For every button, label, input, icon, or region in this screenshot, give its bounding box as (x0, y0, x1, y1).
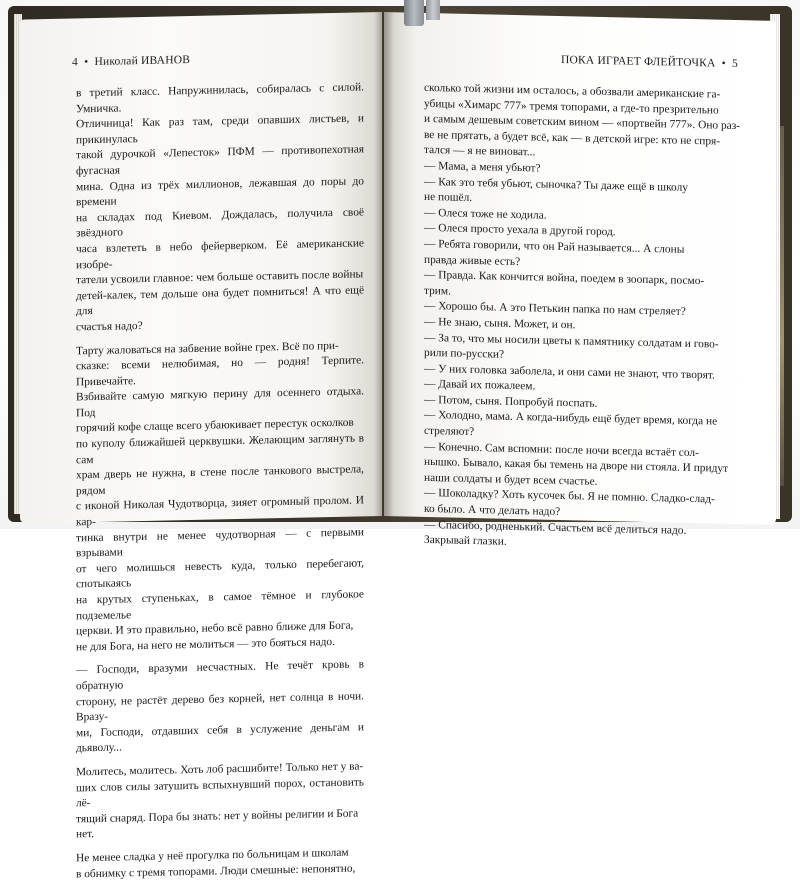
right-running-head (561, 54, 738, 70)
text-line: стреляют? (424, 424, 475, 439)
right-header-title: ПОКА ИГРАЕТ ФЛЕЙТОЧКА (561, 54, 716, 70)
left-running-head (72, 54, 190, 68)
text-line: — Холодно, мама. А когда-нибудь ещё будет время, когда не (424, 409, 718, 429)
left-page-text (76, 80, 364, 882)
text-line: Взбивайте самую мягкую перину для осеннего отдыха. Под (76, 385, 364, 420)
text-line: не для Бога, на него не молиться — это бояться надо. (76, 635, 335, 654)
text-line: правда живые есть? (424, 253, 521, 268)
text-line: — Ребята говорили, что он Рай называется... А слоны (424, 237, 685, 256)
text-line: с иконой Николая Чудотворца, зияет огромный пролом. И кар- (76, 494, 364, 529)
text-line: — Шоколадку? Хоть кусочек бы. Я не помню. Сладко-слад- (424, 487, 715, 506)
text-line: — Давай их пожалеем. (424, 378, 536, 393)
text-line: Отличница! Как раз там, среди опавших листьев, и прикинулась (76, 112, 364, 147)
text-line: от чего молишься невесть куда, только перебегают, спотыкаясь (76, 557, 364, 591)
text-line: в обнимку с тремя топорами. Люди смешные: непонятно, (76, 862, 356, 880)
text-line: — Не знаю, сыня. Может, и он. (424, 315, 576, 332)
text-line: в третий класс. Напружинилась, собиралась с силой. Умничка. (76, 81, 364, 116)
text-line: нет. (76, 828, 95, 841)
text-line: наши солдаты и будет всем счастье. (424, 471, 598, 488)
text-line: — Спасибо, родненький. Счастьем всё делиться надо. (424, 518, 687, 537)
text-line: — Правда. Как кончится война, поедем в зоопарк, посмо- (424, 269, 705, 288)
text-line: ших слов силы затушить вспыхнувший порох, остановить лё- (76, 775, 364, 810)
right-page (384, 12, 776, 549)
text-line: — Хорошо бы. А это Петькин папка по нам стреляет? (424, 300, 686, 319)
text-line: по куполу ближайшей церквушки. Желающим заглянуть в сам (76, 432, 364, 467)
text-line: трим. (424, 284, 451, 298)
left-header-author: Николай ИВАНОВ (94, 54, 191, 69)
text-line: счастья надо? (76, 319, 143, 334)
text-line: ми, Господи, отдавших себя в услужение деньгам и дьяволу... (76, 721, 364, 755)
right-header-separator: • (721, 57, 726, 70)
text-line: ве не прятать, а будет всё, как — в детской игре: кто не спря- (424, 128, 721, 148)
text-line: — Конечно. Сам вспомни: после ночи всегда встаёт сол- (424, 440, 699, 459)
text-line: храм дверь не нужна, в стене после танкового выстрела, рядом (76, 463, 364, 498)
text-line: — За то, что мы носили цветы к памятнику солдатам и гово- (424, 331, 719, 351)
bookmark-ribbon-secondary (426, 0, 440, 20)
text-line: — У них головка заболела, и они сами не знают, что творят. (424, 362, 715, 382)
text-line: — Олеся тоже не ходила. (424, 206, 547, 222)
bookmark-ribbon (404, 0, 424, 26)
text-line: мина. Одна из трёх миллионов, лежавшая до поры до времени (76, 174, 364, 209)
text-line: тался — я не виноват... (424, 144, 536, 159)
text-line: рили по-русски? (424, 347, 505, 361)
book-gutter (374, 10, 394, 520)
text-line: детей-калек, тем дольше она будет помниться! А что ещё для (76, 284, 364, 318)
text-line: такой дурочкой «Лепесток» ПФМ — противопехотная фугасная (76, 143, 364, 178)
text-line: — Господи, вразуми несчастных. Не течёт кровь в обратную (76, 658, 364, 693)
text-line: Тарту жаловаться на забвение войне грех. Всё по при- (76, 339, 339, 357)
text-line: на крутых ступеньках, в самое тёмное и глубокое подземелье (76, 588, 364, 623)
text-line: горячий кофе слаще всего убаюкивает перестук осколков (76, 417, 354, 435)
text-line: часа взлететь в небо фейерверком. Её американские изобре- (76, 237, 364, 271)
text-line: нышко. Бывало, какая бы темень на дворе ни стояла. И придут (424, 456, 729, 476)
text-line: Не менее сладка у неё прогулка по больницам и школам (76, 846, 349, 865)
text-line: сторону, не растёт дерево без корней, нет солнца в ночи. Вразу- (76, 689, 364, 724)
text-line: сколько той жизни им осталось, а обозвали американские га- (424, 81, 721, 101)
left-page-number: 4 (72, 56, 78, 69)
right-page-text (424, 81, 742, 556)
text-line: Закрывай глазки. (424, 534, 507, 549)
text-line: убицы «Химарс 777» тремя топорами, а где-то презрительно (424, 97, 719, 117)
left-header-separator: • (84, 56, 89, 69)
text-line: сказке: всеми нелюбимая, но — родня! Терпите. Привечайте. (76, 354, 364, 389)
text-line: Молитесь, молитесь. Хоть лоб расшибите! Только нет у ва- (76, 760, 364, 779)
text-line: тящий снаряд. Пора бы знать: нет у войны религии и Бога (76, 807, 359, 826)
text-line: на складах под Киевом. Дождалась, получила своё звёздного (76, 206, 364, 240)
text-line: — Олеся просто уехала в другой город. (424, 222, 616, 239)
text-line: — Мама, а меня убьют? (424, 159, 541, 175)
text-line: не пошёл. (424, 191, 473, 205)
text-line: тинка внутри не менее чудотворная — с первыми взрывами (76, 526, 364, 560)
text-line: церкви. И это правильно, небо всё равно ближе для Бога, (76, 619, 354, 638)
text-line: и самым дешевым советским вином — «портвейн 777». Оно раз- (424, 113, 740, 133)
text-line: — Как это тебя убьют, сыночка? Ты даже ещё в школу (424, 175, 688, 194)
text-line: ко было. А что делать надо? (424, 502, 561, 519)
left-page (20, 12, 382, 880)
right-page-number: 5 (732, 57, 738, 71)
text-line: — Потом, сыня. Попробуй поспать. (424, 393, 598, 410)
text-line: татели усвоили главное: чем больше оставить после войны (76, 268, 364, 287)
